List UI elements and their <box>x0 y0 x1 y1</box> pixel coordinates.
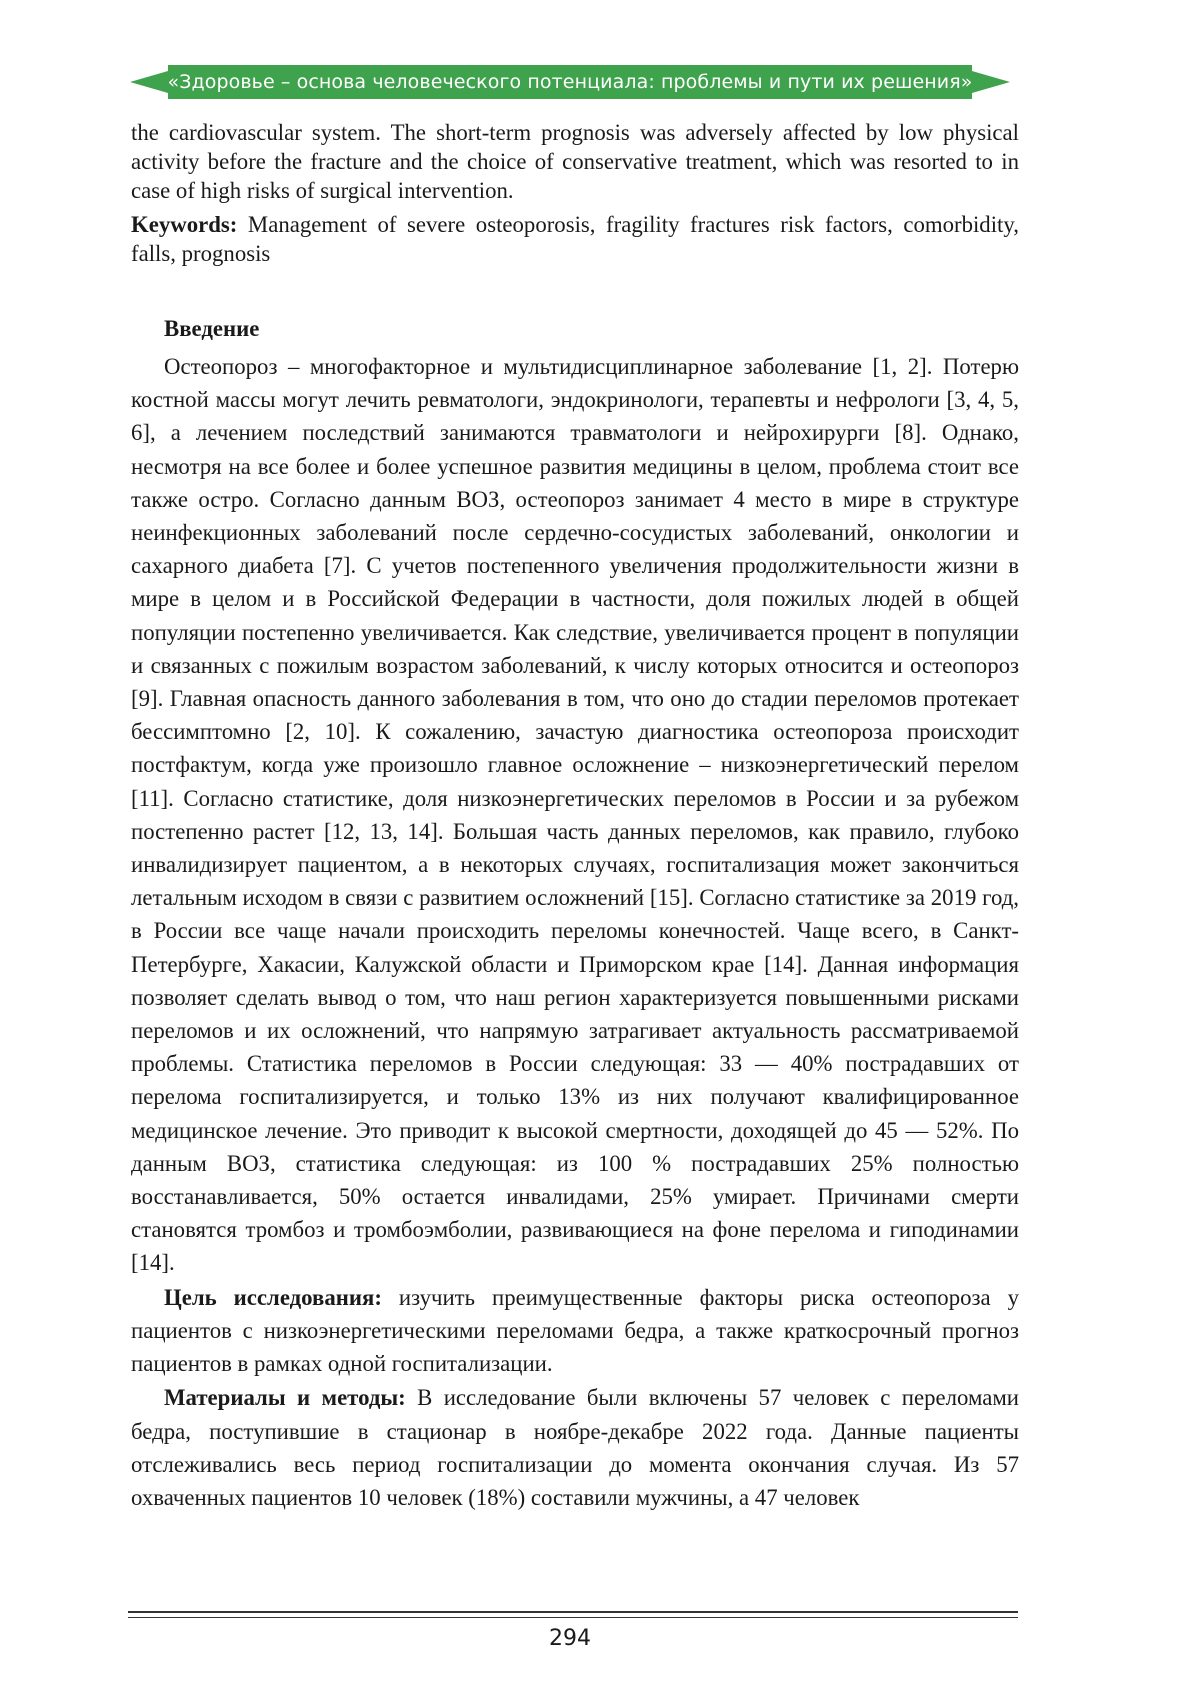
keywords-text: Management of severe osteoporosis, fragility fractures risk factors, comorbidity, falls, prognosis <box>131 212 1019 266</box>
page-content <box>131 118 1019 1514</box>
body-text <box>131 350 1019 1514</box>
abstract-section <box>131 118 1019 268</box>
methods-label: Материалы и методы: <box>164 1385 406 1410</box>
keywords-paragraph <box>131 210 1019 268</box>
aim-paragraph <box>131 1281 1019 1381</box>
footer-divider <box>128 1611 1018 1618</box>
footer-rule-thick <box>128 1611 1018 1613</box>
intro-heading: Введение <box>164 314 1019 344</box>
abstract-continuation: the cardiovascular system. The short-term prognosis was adversely affected by low physical activity before the fracture and the choice of conservative treatment, which was resorted to in case of high risks of surgical intervention. <box>131 118 1019 205</box>
footer-rule-thin <box>128 1617 1018 1618</box>
page-number: 294 <box>0 1626 1140 1651</box>
aim-label: Цель исследования: <box>164 1285 382 1310</box>
methods-text: В исследование были включены 57 человек с переломами бедра, поступившие в стационар в ноябре-декабре 2022 года. Данные пациенты отслеживались весь период госпитализации до момента окончания случая. Из 57 охваченных пациентов 10 человек (18%) составили мужчины, а 47 человек <box>131 1385 1019 1510</box>
methods-paragraph <box>131 1381 1019 1514</box>
aim-text: изучить преимущественные факторы риска остеопороза у пациентов с низкоэнергетическими переломами бедра, а также краткосрочный прогноз пациентов в рамках одной госпитализации. <box>131 1285 1019 1376</box>
header-banner <box>130 62 1010 102</box>
keywords-label: Keywords: <box>131 212 237 237</box>
intro-paragraph: Остеопороз – многофакторное и мультидисциплинарное заболевание [1, 2]. Потерю костной массы могут лечить ревматологи, эндокринологи, терапевты и нефрологи [3, 4, 5, 6], а лечением последствий занимаются травматологи и нейрохирурги [8]. Однако, несмотря на все более и более успешное развития медицины в целом, проблема стоит все также остро. Согласно данным ВОЗ, остеопороз занимает 4 место в мире в структуре неинфекционных заболеваний после сердечно-сосудистых заболеваний, онкологии и сахарного диабета [7]. С учетов постепенного увеличения продолжительности жизни в мире в целом и в Российской Федерации в частности, доля пожилых людей в общей популяции постепенно увеличивается. Как следствие, увеличивается процент в популяции и связанных с пожилым возрастом заболеваний, к числу которых относится и остеопороз [9]. Главная опасность данного заболевания в том, что оно до стадии переломов протекает бессимптомно [2, 10]. К сожалению, зачастую диагностика остеопороза происходит постфактум, когда уже произошло главное осложнение – низкоэнергетический перелом [11]. Согласно статистике, доля низкоэнергетических переломов в России и за рубежом постепенно растет [12, 13, 14]. Большая часть данных переломов, как правило, глубоко инвалидизирует пациентом, а в некоторых случаях, госпитализация может закончиться летальным исходом в связи с развитием осложнений [15]. Согласно статистике за 2019 год, в России все чаще начали происходить переломы конечностей. Чаще всего, в Санкт-Петербурге, Хакасии, Калужской области и Приморском крае [14]. Данная информация позволяет сделать вывод о том, что наш регион характеризуется повышенными рисками переломов и их осложнений, что напрямую затрагивает актуальность рассматриваемой проблемы. Статистика переломов в России следующая: 33 — 40% пострадавших от перелома госпитализируется, и только 13% из них получают квалифицированное медицинское лечение. Это приводит к высокой смертности, доходящей до 45 — 52%. По данным ВОЗ, статистика следующая: из 100 % пострадавших 25% полностью восстанавливается, 50% остается инвалидами, 25% умирает. Причинами смерти становятся тромбоз и тромбоэмболии, развивающиеся на фоне перелома и гиподинамии [14]. <box>131 350 1019 1280</box>
banner-title: «Здоровье – основа человеческого потенциала: проблемы и пути их решения» <box>130 62 1010 102</box>
